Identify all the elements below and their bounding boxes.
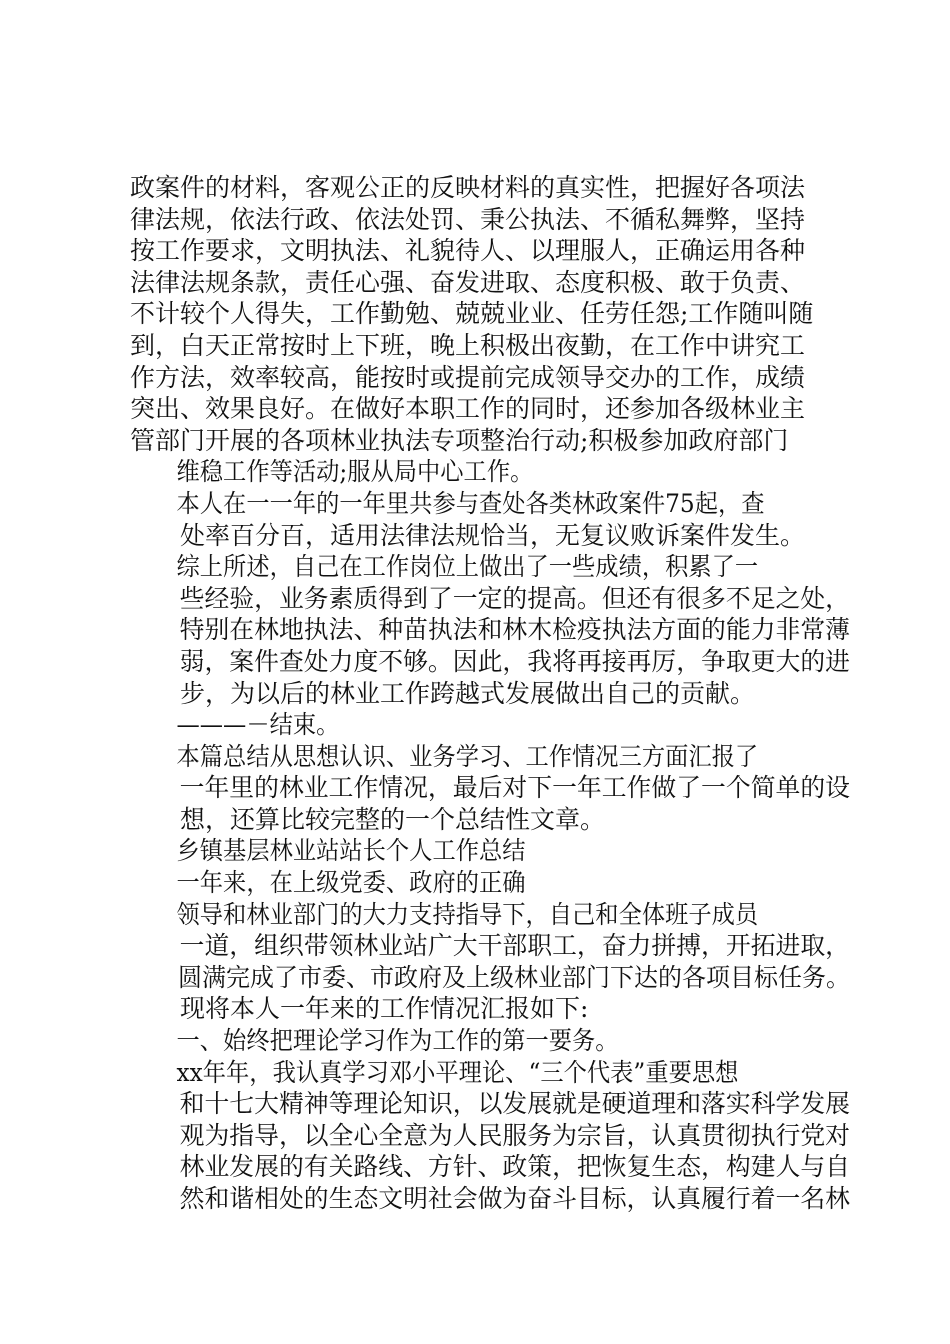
paragraph (130, 1025, 850, 1057)
text-line: 观为指导，以全心全意为人民服务为宗旨，认真贯彻执行党对 (179, 1120, 851, 1150)
text-line: 本篇总结从思想认识、业务学习、工作情况三方面汇报了 (176, 741, 759, 771)
text-line: ———－结束。 (176, 710, 340, 740)
text-line: 政案件的材料，客观公正的反映材料的真实性，把握好各项法 (130, 173, 806, 202)
text-line: 领导和林业部门的大力支持指导下，自己和全体班子成员 (176, 899, 759, 929)
text-line: 些经验，业务素质得到了一定的提高。但还有很多不足之处， (179, 583, 851, 613)
text-line: xx年年，我认真学习邓小平理论、“三个代表”重要思想 (176, 1057, 739, 1087)
text-line: 一年里的林业工作情况，最后对下一年工作做了一个简单的设 (179, 773, 851, 803)
text-line: 不计较个人得失，工作勤勉、兢兢业业、任劳任怨;工作随叫随 (130, 299, 814, 329)
text-line: 维稳工作等活动;服从局中心工作。 (176, 457, 534, 487)
text-line: 作方法，效率较高，能按时或提前完成领导交办的工作，成绩 (130, 362, 806, 392)
text-line: 乡镇基层林业站站长个人工作总结 (176, 836, 526, 866)
text-line: 处率百分百，适用法律法规恰当，无复议败诉案件发生。 (180, 520, 806, 550)
text-line: 到，白天正常按时上下班，晚上积极出夜勤，在工作中讲究工 (130, 330, 806, 360)
text-line: 一年来，在上级党委、政府的正确 (176, 868, 526, 898)
text-line: 管部门开展的各项林业执法专项整治行动;积极参加政府部门 (130, 425, 789, 455)
text-line: 然和谐相处的生态文明社会做为奋斗目标，认真履行着一名林 (179, 1184, 851, 1213)
text-line: 一道，组织带领林业站广大干部职工，奋力拼搏，开拓进取， (179, 931, 851, 961)
paragraph (130, 899, 850, 1025)
text-line: 林业发展的有关路线、方针、政策，把恢复生态，构建人与自 (179, 1152, 851, 1182)
paragraph (130, 867, 850, 899)
paragraph (130, 456, 850, 488)
paragraph (130, 551, 850, 709)
text-line: 圆满完成了市委、市政府及上级林业部门下达的各项目标任务。 (178, 962, 851, 992)
text-line: 步，为以后的林业工作跨越式发展做出自己的贡献。 (180, 678, 756, 708)
text-line: 弱，案件查处力度不够。因此，我将再接再厉，争取更大的进 (179, 646, 851, 676)
text-line: 突出、效果良好。在做好本职工作的同时，还参加各级林业主 (130, 394, 806, 424)
text-line: 按工作要求，文明执法、礼貌待人、以理服人，正确运用各种 (130, 236, 806, 266)
text-line: 特别在林地执法、种苗执法和林木检疫执法方面的能力非常薄 (179, 615, 851, 645)
paragraph (130, 709, 850, 741)
paragraph (130, 741, 850, 836)
text-line: 综上所述，自己在工作岗位上做出了一些成绩，积累了一 (176, 552, 759, 582)
text-line: 本人在一一年的一年里共参与查处各类林政案件75起，查 (176, 488, 765, 518)
paragraph (130, 1057, 850, 1215)
document-page (130, 172, 850, 1215)
text-line: 律法规，依法行政、依法处罚、秉公执法、不循私舞弊，坚持 (130, 204, 806, 234)
text-line: 和十七大精神等理论知识，以发展就是硬道理和落实科学发展 (179, 1089, 851, 1119)
paragraph (130, 835, 850, 867)
document-body (130, 172, 850, 1215)
text-line: 一、始终把理论学习作为工作的第一要务。 (176, 1026, 619, 1056)
text-line: 现将本人一年来的工作情况汇报如下: (180, 994, 589, 1024)
paragraph (130, 172, 850, 456)
text-line: 想，还算比较完整的一个总结性文章。 (180, 804, 606, 834)
paragraph (130, 488, 850, 551)
text-line: 法律法规条款，责任心强、奋发进取、态度积极、敢于负责、 (130, 267, 806, 297)
